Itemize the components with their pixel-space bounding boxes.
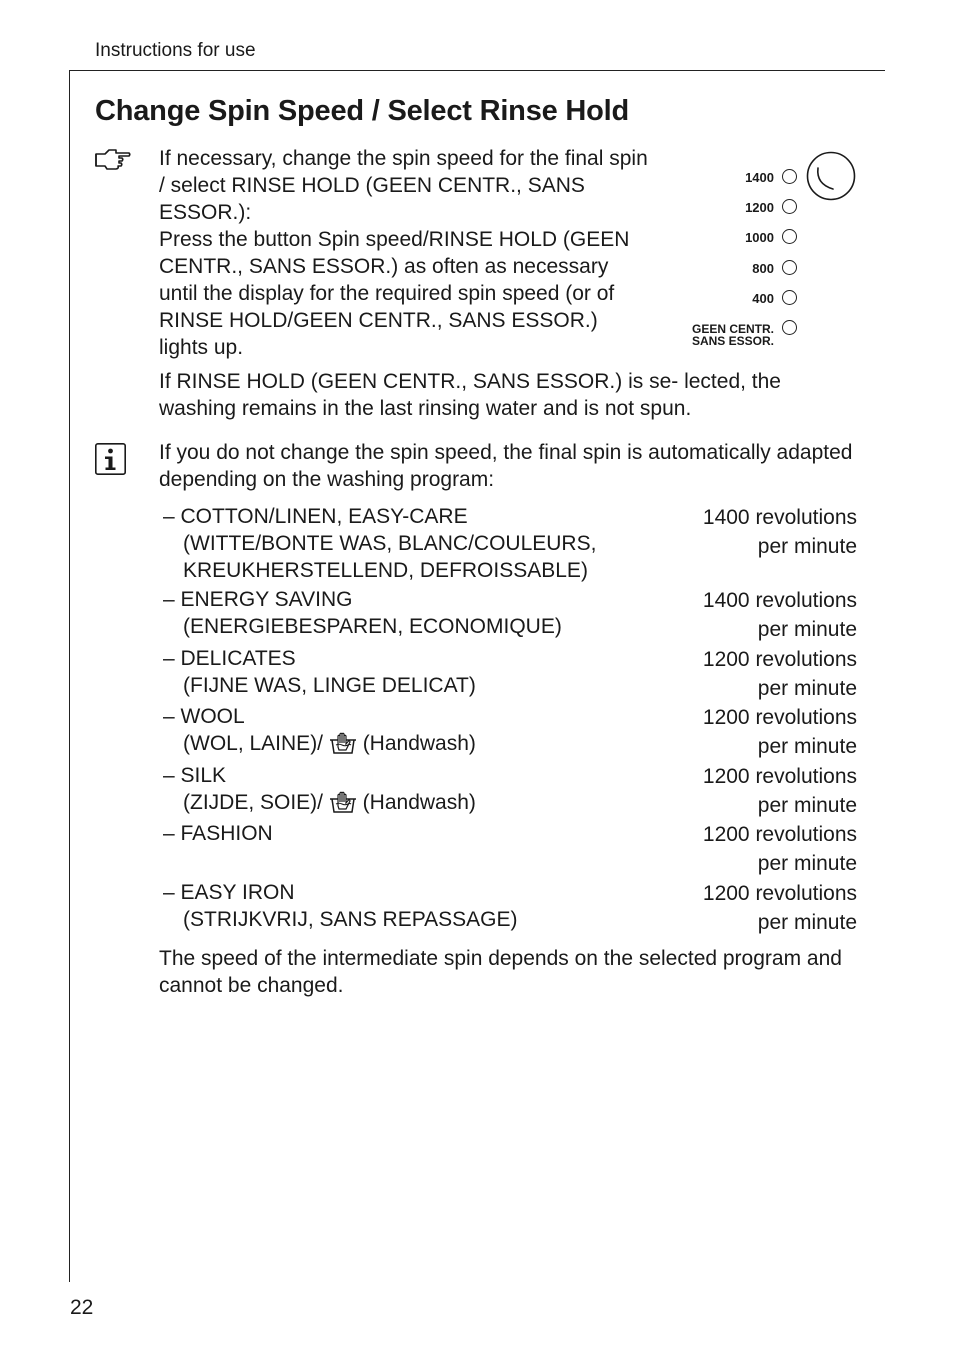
program-name: – WOOL	[163, 705, 245, 728]
indicator-label-1200: 1200	[745, 200, 774, 215]
indicator-label-rinse-hold-line2: SANS ESSOR.	[691, 334, 774, 348]
program-name: – DELICATES	[163, 647, 296, 670]
indicator-label-400: 400	[752, 291, 774, 306]
program-name: – EASY IRON	[163, 881, 295, 904]
handwash-icon	[329, 790, 357, 814]
hand-pointing-icon	[95, 145, 131, 171]
instruction-step-3: If RINSE HOLD (GEEN CENTR., SANS ESSOR.) is se- lected, the washing remains in the last rinsing water and is not spun.	[159, 370, 781, 420]
program-alias: (ENERGIEBESPAREN, ECONOMIQUE)	[183, 615, 562, 638]
spin-speed-unit: per minute	[757, 794, 857, 817]
info-outro: The speed of the intermediate spin depends on the selected program and cannot be changed.	[159, 947, 842, 997]
program-alias-text: (ZIJDE, SOIE)/	[183, 791, 329, 814]
spin-speed-panel	[680, 150, 860, 350]
info-icon	[95, 443, 126, 475]
program-name: – ENERGY SAVING	[163, 588, 353, 611]
indicator-label-1000: 1000	[745, 230, 774, 245]
spin-speed-value: 1400 revolutions	[702, 506, 857, 529]
spin-speed-value: 1200 revolutions	[702, 823, 857, 846]
indicator-label-rinse-hold	[692, 323, 774, 347]
program-alias: (WITTE/BONTE WAS, BLANC/COULEURS,	[183, 532, 597, 555]
program-name: – SILK	[163, 764, 227, 787]
spin-speed-unit: per minute	[757, 535, 857, 558]
program-alias: (STRIJKVRIJ, SANS REPASSAGE)	[183, 908, 518, 931]
spin-speed-value: 1200 revolutions	[702, 882, 857, 905]
program-alias-text: (Handwash)	[356, 791, 476, 814]
program-name: – FASHION	[163, 822, 273, 845]
instruction-step-1: If necessary, change the spin speed for the final spin / select RINSE HOLD (GEEN CENTR., SANS ESSOR.):	[159, 147, 648, 224]
spin-speed-unit: per minute	[757, 735, 857, 758]
indicator-light-1400	[782, 169, 797, 184]
spin-speed-value: 1200 revolutions	[702, 765, 857, 788]
program-alias	[163, 730, 476, 757]
spin-speed-value: 1200 revolutions	[702, 648, 857, 671]
indicator-light-1000	[782, 229, 797, 244]
program-alias-text: (Handwash)	[356, 732, 476, 755]
indicator-light-rinse-hold	[782, 320, 797, 335]
spin-speed-unit: per minute	[757, 618, 857, 641]
spin-speed-unit: per minute	[757, 911, 857, 934]
indicator-light-400	[782, 290, 797, 305]
program-alias: KREUKHERSTELLEND, DEFROISSABLE)	[183, 559, 588, 582]
indicator-label-rinse-hold-line1: GEEN CENTR.	[691, 322, 774, 336]
indicator-light-1200	[782, 199, 797, 214]
instruction-step-2: Press the button Spin speed/RINSE HOLD (GEEN CENTR., SANS ESSOR.) as often as necessary until the display for the required spin speed (or of RINSE HOLD/GEEN CENTR., SANS ESSOR.) lights up.	[159, 228, 630, 359]
spin-speed-unit: per minute	[757, 852, 857, 875]
header-rule	[69, 70, 885, 71]
running-head: Instructions for use	[95, 40, 256, 61]
program-name: – COTTON/LINEN, EASY-CARE	[163, 505, 468, 528]
section-title: Change Spin Speed / Select Rinse Hold	[95, 95, 630, 127]
spin-speed-unit: per minute	[757, 677, 857, 700]
instruction-steps	[159, 145, 649, 361]
handwash-icon	[329, 731, 357, 755]
spin-speed-value: 1200 revolutions	[702, 706, 857, 729]
program-alias: (FIJNE WAS, LINGE DELICAT)	[183, 674, 476, 697]
spin-speed-button-icon	[806, 151, 856, 201]
program-alias-text: (WOL, LAINE)/	[183, 732, 329, 755]
indicator-label-1400: 1400	[745, 170, 774, 185]
spin-speed-value: 1400 revolutions	[702, 589, 857, 612]
page-number: 22	[70, 1296, 94, 1319]
margin-rule	[69, 70, 70, 1282]
program-alias	[163, 789, 476, 816]
info-intro: If you do not change the spin speed, the final spin is automatically adapted depending on the washing program:	[159, 441, 853, 491]
indicator-label-800: 800	[752, 261, 774, 276]
indicator-light-800	[782, 260, 797, 275]
